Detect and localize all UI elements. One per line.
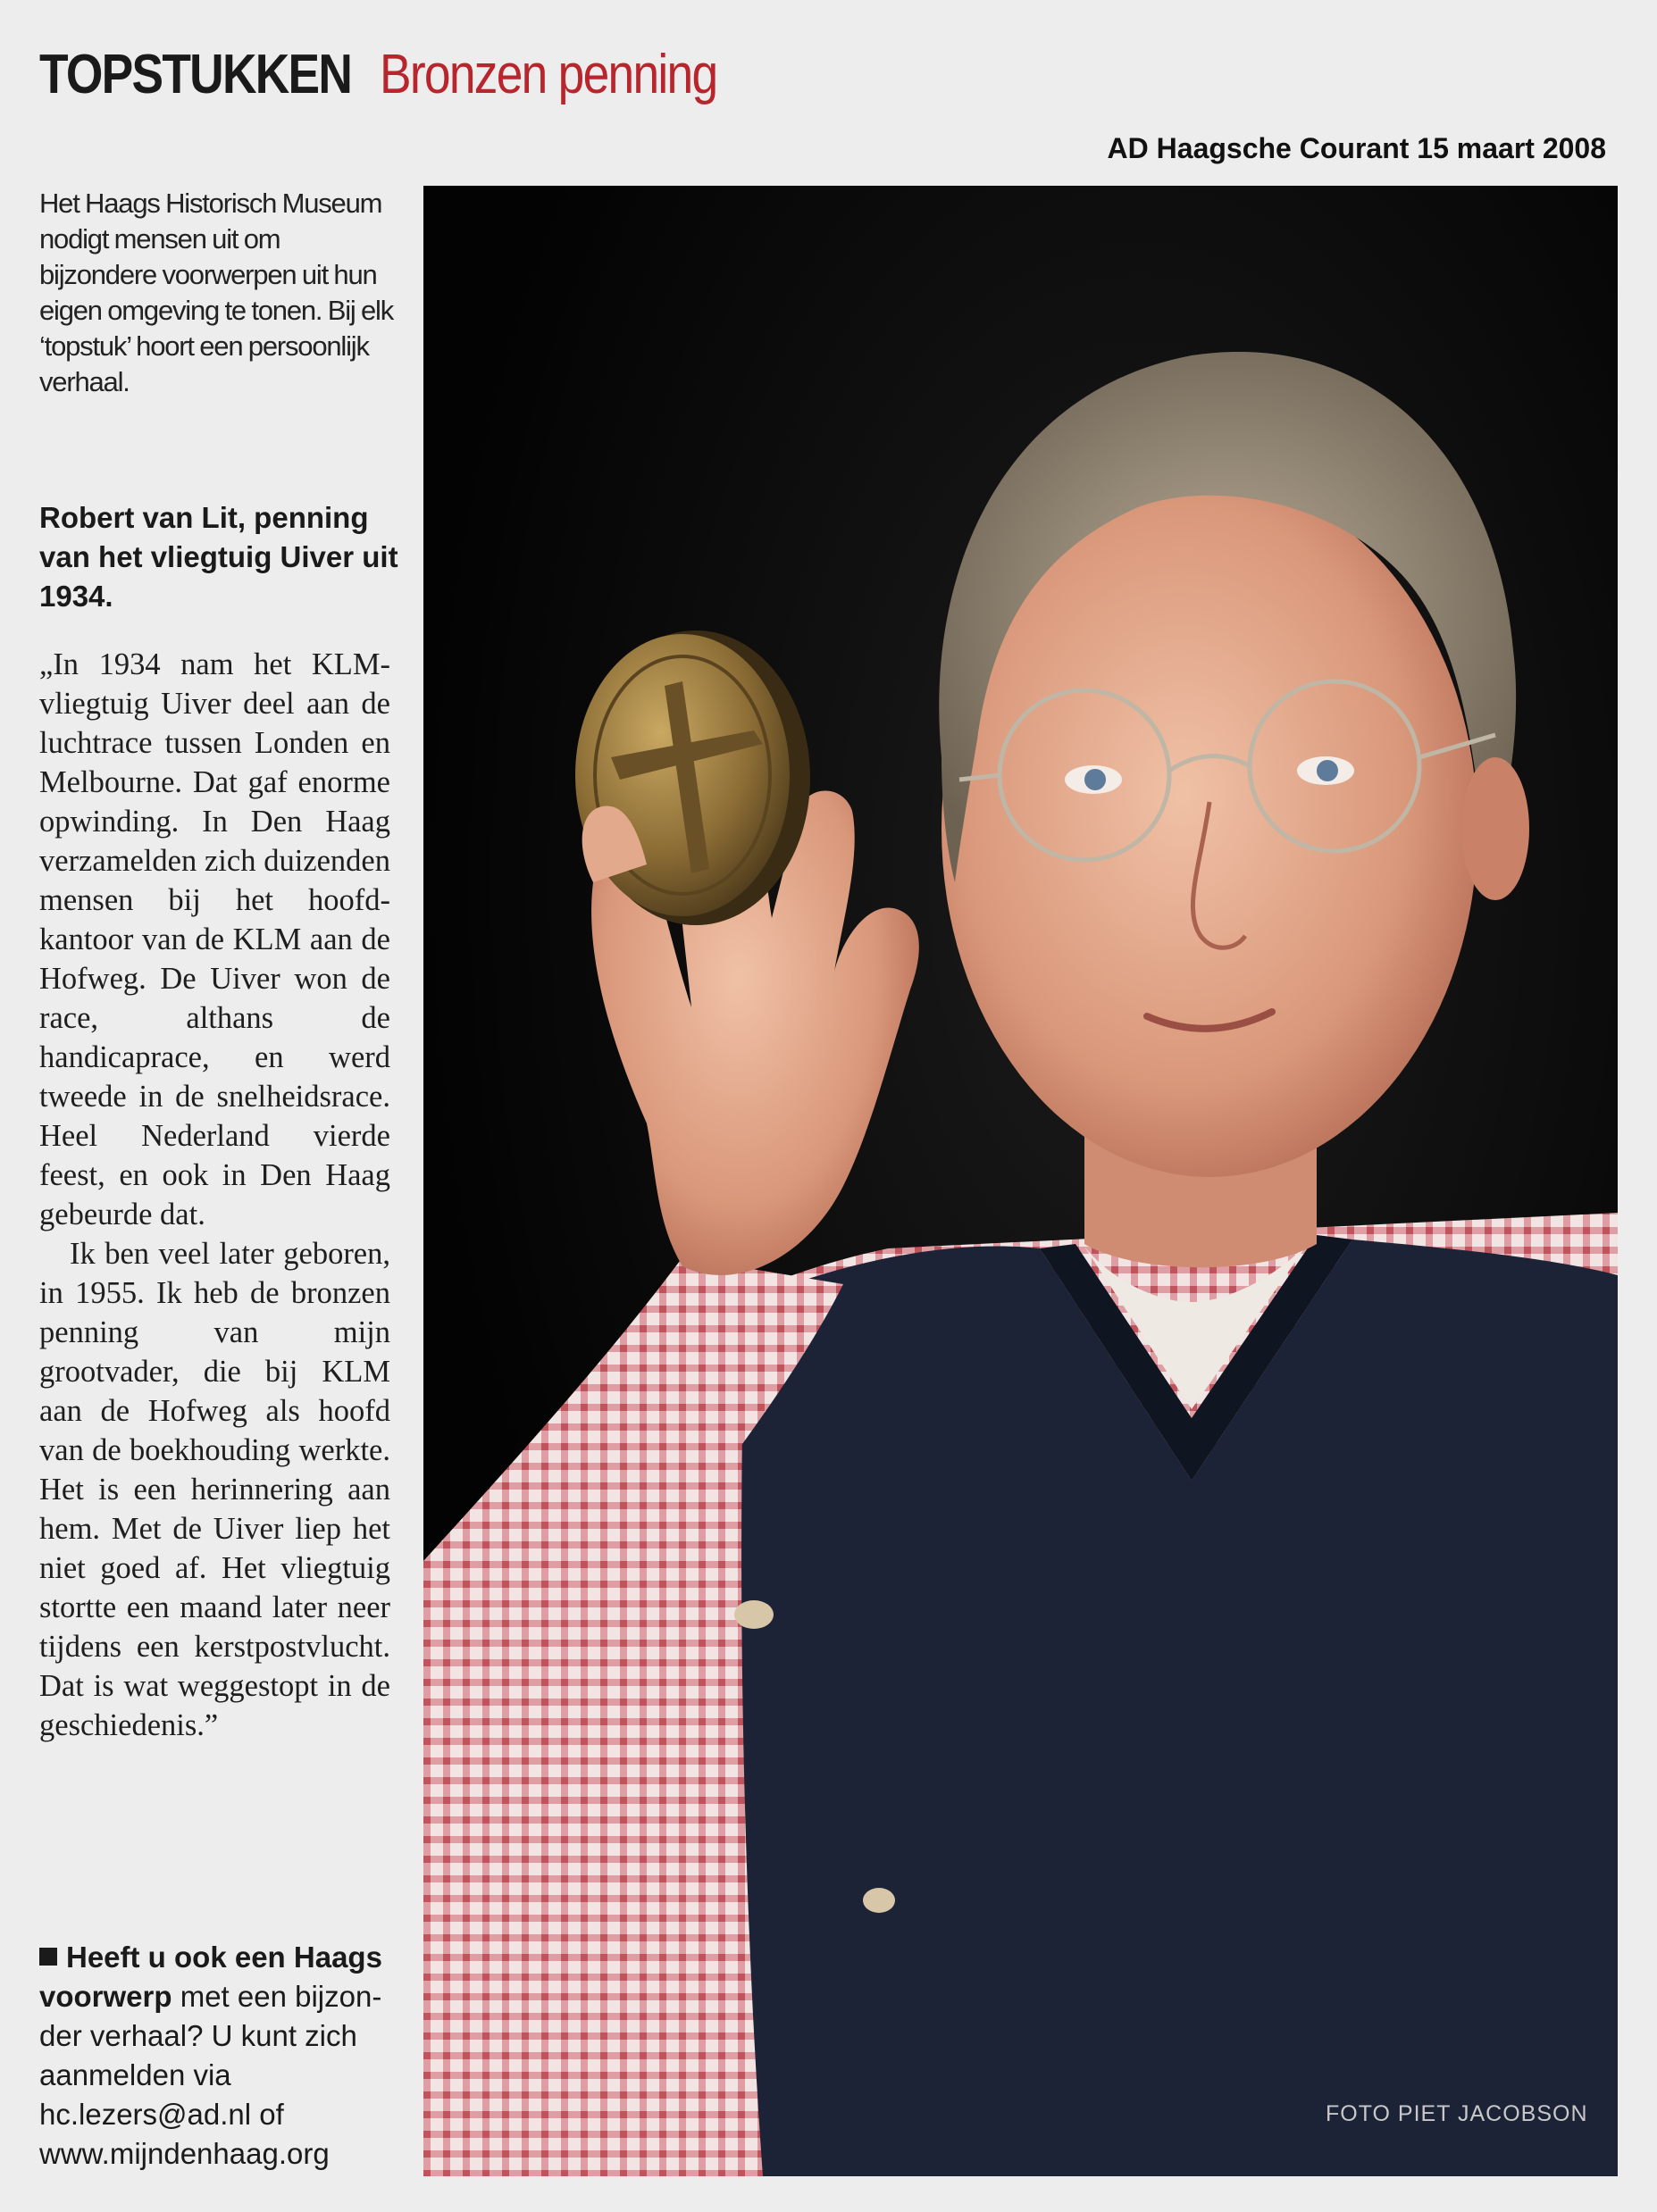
article-subject: Bronzen penning xyxy=(380,44,717,105)
source-line: AD Haagsche Courant 15 maart 2008 xyxy=(1107,132,1606,164)
photo-caption: Robert van Lit, penning van het vliegtuig Uiver uit 1934. xyxy=(39,501,398,613)
photo-credit: FOTO PIET JACOBSON xyxy=(1326,2101,1588,2126)
cta-lead: Heeft u ook een Haags voorwerp xyxy=(39,1941,382,2013)
article-body xyxy=(39,645,390,1745)
page-title xyxy=(39,41,772,109)
shirt-button xyxy=(863,1888,895,1913)
cta-rest: met een bijzonder verhaal? U kunt zich aanmelden via hc.lezers@ad.nl of www.mijndenhaag.org xyxy=(39,1980,382,2170)
section-kicker: TOPSTUKKEN xyxy=(39,44,352,105)
portrait-photo xyxy=(423,186,1618,2176)
left-iris xyxy=(1084,769,1106,790)
call-to-action xyxy=(39,1938,406,2174)
portrait-illustration xyxy=(423,186,1618,2176)
right-iris xyxy=(1317,760,1338,781)
body-paragraph-2: Ik ben veel later geboren, in 1955. Ik heb de bronzen penning van mijn grootvader, die bij KLM aan de Hofweg als hoofd van de boekhouding werkte. Het is een herinnering aan hem. Met de Uiver liep het niet goed af. Het vliegtuig stortte een maand later neer tijdens een kerstpostvlucht. Dat is wat weggestopt in de geschiedenis.” xyxy=(39,1237,390,1742)
bullet-square-icon xyxy=(39,1948,57,1966)
ear xyxy=(1461,757,1529,900)
cuff-button xyxy=(734,1600,774,1629)
intro-text: Het Haags Historisch Museum nodigt mensen uit om bijzondere voorwerpen uit hun eigen omgeving te tonen. Bij elk ‘topstuk’ hoort een persoonlijk verhaal. xyxy=(39,188,394,397)
body-paragraph-1: „In 1934 nam het KLM-vliegtuig Uiver deel aan de luchtrace tussen Londen en Melbourne. Dat gaf enorme opwinding. In Den Haag verzamelden zich duizenden mensen bij het hoofdkantoor van de KLM aan de Hofweg. De Uiver won de race, althans de handicaprace, en werd tweede in de snelheidsrace. Heel Nederland vierde feest, en ook in Den Haag gebeurde dat. xyxy=(39,647,390,1231)
